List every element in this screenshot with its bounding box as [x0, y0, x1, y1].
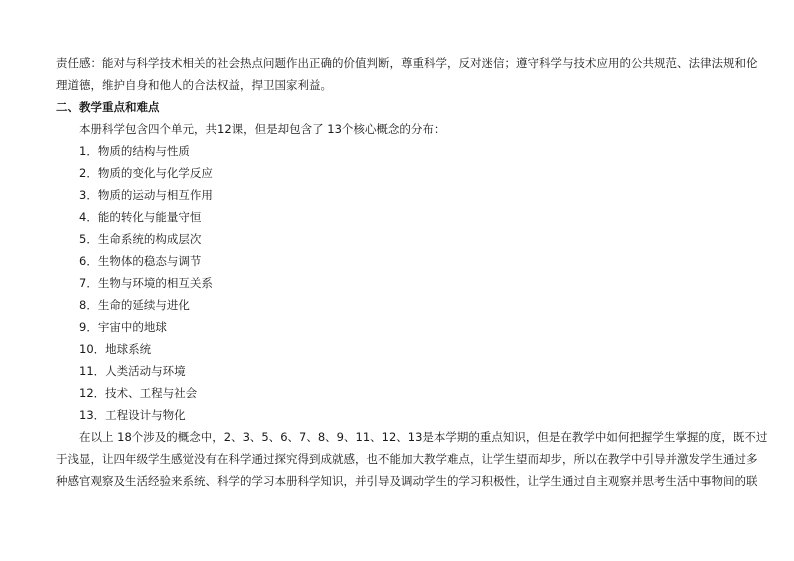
list-item: 3．物质的运动与相互作用	[79, 188, 213, 202]
list-item: 6．生物体的稳态与调节	[79, 254, 202, 268]
list-item: 9．宇宙中的地球	[79, 320, 167, 334]
list-item: 4．能的转化与能量守恒	[79, 210, 202, 224]
list-item: 2．物质的变化与化学反应	[79, 166, 213, 180]
list-item: 12．技术、工程与社会	[79, 386, 198, 400]
list-item: 13．工程设计与物化	[79, 408, 186, 422]
section-heading: 二、教学重点和难点	[56, 100, 160, 114]
list-item: 8．生命的延续与进化	[79, 298, 190, 312]
closing-line-3: 种感官观察及生活经验来系统、科学的学习本册科学知识，并引导及调动学生的学习积极性，让学生通过自主观察并思考生活中事物间的联	[56, 474, 758, 488]
concept-list	[56, 140, 746, 426]
responsibility-line-1: 责任感：能对与科学技术相关的社会热点问题作出正确的价值判断，尊重科学，反对迷信；遵守科学与技术应用的公共规范、法律法规和伦	[56, 56, 758, 70]
list-item: 5．生命系统的构成层次	[79, 232, 202, 246]
closing-line-1: 在以上 18个涉及的概念中，2、3、5、6、7、8、9、11、12、13是本学期的重点知识，但是在教学中如何把握学生掌握的度，既不过	[79, 430, 768, 444]
responsibility-paragraph	[56, 52, 758, 96]
responsibility-line-2: 理道德，维护自身和他人的合法权益，捍卫国家利益。	[56, 78, 332, 92]
closing-line-2: 于浅显，让四年级学生感觉没有在科学通过探究得到成就感，也不能加大教学难点，让学生望而却步，所以在教学中引导并激发学生通过多	[56, 452, 758, 466]
list-item: 1．物质的结构与性质	[79, 144, 190, 158]
list-item: 11．人类活动与环境	[79, 364, 186, 378]
document-body	[56, 52, 768, 492]
closing-paragraph	[56, 426, 768, 492]
intro-paragraph: 本册科学包含四个单元，共12课，但是却包含了 13个核心概念的分布：	[79, 122, 446, 136]
list-item: 7．生物与环境的相互关系	[79, 276, 213, 290]
list-item: 10．地球系统	[79, 342, 152, 356]
